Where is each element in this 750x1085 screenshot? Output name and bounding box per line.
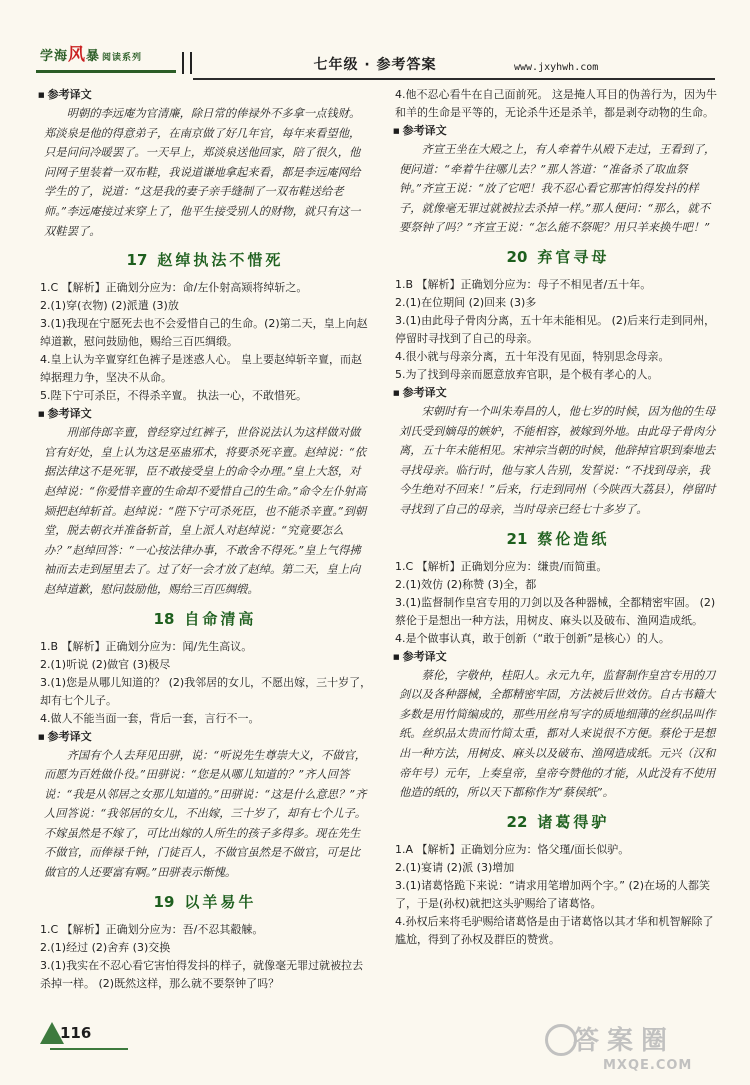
answer-item: 3.(1)监督制作皇宫专用的刀剑以及各种器械，全都精密牢固。 (2)蔡伦于是想出一种方法，用树皮、麻头以及破布、渔网造成纸。 xyxy=(395,595,716,627)
answer-item: 3.(1)诸葛恪跪下来说：“请求用笔增加两个字。” (2)在场的人都笑了，于是(孙权)就把这头驴赐给了诸葛恪。 xyxy=(395,878,711,910)
translation-text: 刑部侍郎辛亶，曾经穿过红裤子，世俗说法认为这样做对做官有好处，皇上认为这是巫蛊邪术，将要杀死辛亶。赵绰说：“依据法律这不是死罪，臣不敢接受皇上的命令办理。”皇上大怒，对赵绰说：“你爱惜辛亶的生命却不爱惜自己的生命。”命令左仆射高颎把赵绰斩首。赵绰说：“陛下宁可杀死臣，也不能杀辛亶。”到朝堂，脱去朝衣并准备斩首，皇上派人对赵绰说：“究竟要怎么办？”赵绰回答：“一心按法律办事，不敢舍不得死。”皇上气得拂袖而去走到屋里去了。过了好一会才放了赵绰。第二天，皇上向赵绰道歉，慰问鼓励他，赐给三百匹绸缎。 xyxy=(44,426,367,596)
answer-item: 5.为了找到母亲而愿意放弃官职，是个极有孝心的人。 xyxy=(395,367,659,381)
page-number: 116 xyxy=(40,1018,120,1058)
left-column xyxy=(38,86,372,993)
answer-item: 1.B 【解析】正确划分应为：母子不相见者/五十年。 xyxy=(395,277,652,291)
section-18-title: 18 自命清高 xyxy=(153,609,257,628)
reference-heading: ■ 参考译文 xyxy=(38,86,372,104)
section-19-title: 19 以羊易牛 xyxy=(153,892,257,911)
answer-item: 1.C 【解析】正确划分应为：命/左仆射高颎将绰斩之。 xyxy=(40,281,308,295)
website-url: www.jxyhwh.com xyxy=(514,62,599,73)
answer-item: 3.(1)由此母子骨肉分离，五十年未能相见。 (2)后来行走到同州，停留时寻找到了自己的母亲。 xyxy=(395,313,716,345)
answer-item: 5.陛下宁可杀臣，不得杀辛亶。 执法一心，不敢惜死。 xyxy=(40,389,307,403)
translation-text: 明朝的李远庵为官清廉，除日常的俸禄外不多拿一点钱财。郑淡泉是他的得意弟子，在南京做了好几年官，每年来看望他，只是问问冷暖罢了。一天早上，郑淡泉送他回家，陪了很久，他问网子里装着一双布鞋，我说道谦地拿起来看，都是李远庵网给学生的了，说道：“这是我的妻子亲手缝制了一双布鞋送给老师。”李远庵接过来穿上了，他平生接受别人的财物，就只有这一双鞋罢了。 xyxy=(44,107,361,238)
answer-item: 3.(1)我实在不忍心看它害怕得发抖的样子，就像毫无罪过就被拉去杀掉一样。 (2)既然这样，那么就不要祭钟了吗？ xyxy=(40,958,364,990)
section-17-title: 17 赵绰执法不惜死 xyxy=(126,251,284,270)
answer-item: 2.(1)听说 (2)做官 (3)极尽 xyxy=(40,657,171,671)
answer-item: 4.是个做事认真，敢于创新（“敢于创新”是核心）的人。 xyxy=(395,631,670,645)
answer-item: 4.他不忍心看牛在自己面前死。 这是掩人耳目的伪善行为，因为牛和羊的生命是平等的，无论杀牛还是杀羊，都是剥夺动物的生命。 xyxy=(395,88,717,119)
section-22-title: 22 诸葛得驴 xyxy=(506,812,610,831)
translation-text: 蔡伦，字敬仲，桂阳人。永元九年，监督制作皇宫专用的刀剑以及各种器械，全都精密牢固，方法被后世效仿。自古书籍大多数是用竹简编成的，那些用丝帛写字的质地细薄的丝织品叫作纸。丝织品太贵而竹简太重，都对人来说很不方便。蔡伦于是想出一种方法，用树皮、麻头以及破布、渔网造成纸。元兴（汉和帝年号）元年，上奏皇帝，皇帝夸赞他的才能，从此没有不使用他造的纸的，所以天下都称作为“蔡侯纸”。 xyxy=(399,668,716,800)
header-rule xyxy=(193,78,715,80)
reference-heading: ■ 参考译文 xyxy=(393,648,723,666)
series-brand: 学海风暴 阅读系列 xyxy=(40,45,143,65)
reference-heading: ■ 参考译文 xyxy=(38,405,372,423)
wave-decoration xyxy=(50,1048,128,1050)
answer-item: 1.C 【解析】正确划分应为：缣贵/而简重。 xyxy=(395,559,608,573)
watermark: 答案圈 MXQE.COM xyxy=(545,1020,735,1080)
answer-item: 2.(1)宴请 (2)派 (3)增加 xyxy=(395,860,515,874)
translation-text: 齐国有个人去拜见田骈，说：“听说先生尊崇大义，不做官，而愿为百姓做仆役。”田骈说：“您是从哪儿知道的？”齐人回答说：“我是从邻居之女那儿知道的。”田骈说：“这是什么意思？”齐人回答说：“我邻居的女儿，不出嫁，三十岁了，却有七个儿子。不嫁虽然是不嫁了，可比出嫁的人所生的孩子多得多。现在先生不做官，而俸禄千钟，门徒百人，不做官虽然是不做官，可是比做官的人还要富有啊。”田骈表示惭愧。 xyxy=(44,748,367,880)
answer-item: 4.做人不能当面一套，背后一套，言行不一。 xyxy=(40,711,260,725)
answer-item: 4.皇上认为辛亶穿红色裤子是迷惑人心。 皇上要赵绰斩辛亶，而赵绰据理力争，坚决不从命。 xyxy=(40,353,362,385)
answer-item: 1.A 【解析】正确划分应为：恪父瑾/面长似驴。 xyxy=(395,842,630,856)
answer-item: 4.很小就与母亲分离，五十年没有见面，特别思念母亲。 xyxy=(395,349,670,363)
answer-item: 2.(1)在位期间 (2)回来 (3)多 xyxy=(395,295,537,309)
translation-text: 宋朝时有一个叫朱寿昌的人，他七岁的时候，因为他的生母刘氏受到嫡母的嫉妒，不能相容，被嫁到外地。由此母子骨肉分离，五十年未能相见。宋神宗当朝的时候，他辞掉官职到秦地去寻找母亲。临行时，他与家人告别，发誓说：“不找到母亲，我今生绝对不回来！”后来，行走到同州（今陕西大荔县），停留时寻找到了自己的母亲，当时母亲已经七十多岁了。 xyxy=(399,404,716,516)
right-column xyxy=(393,86,723,949)
section-20-title: 20 弃官寻母 xyxy=(506,247,610,266)
reference-heading: ■ 参考译文 xyxy=(38,728,372,746)
answer-item: 3.(1)我现在宁愿死去也不会爱惜自己的生命。(2)第二天，皇上向赵绰道歉，慰问鼓励他，赐给三百匹绸缎。 xyxy=(40,317,368,349)
reference-heading: ■ 参考译文 xyxy=(393,384,723,402)
page-title: 七年级 · 参考答案 xyxy=(313,57,437,73)
answer-item: 3.(1)您是从哪儿知道的？ (2)我邻居的女儿，不愿出嫁，三十岁了，却有七个儿子。 xyxy=(40,675,372,707)
translation-text: 齐宣王坐在大殿之上，有人牵着牛从殿下走过，王看到了，便问道：“牵着牛往哪儿去？”那人答道：“准备杀了取血祭钟。”齐宣王说：“放了它吧！我不忍心看它那害怕得发抖的样子，就像毫无罪过就被拉去杀掉一样。”那人便问：“那么，就不要祭钟了吗？”齐宣王说：“怎么能不祭呢？用只羊来换牛吧！” xyxy=(399,143,716,235)
answer-item: 2.(1)穿(衣物) (2)派遣 (3)放 xyxy=(40,299,179,313)
answer-item: 2.(1)效仿 (2)称赞 (3)全，都 xyxy=(395,577,537,591)
section-21-title: 21 蔡伦造纸 xyxy=(506,529,610,548)
answer-item: 2.(1)经过 (2)舍弃 (3)交换 xyxy=(40,940,171,954)
reference-heading: ■ 参考译文 xyxy=(393,122,723,140)
page-header xyxy=(0,0,750,78)
answer-item: 1.C 【解析】正确划分应为：吾/不忍其觳觫。 xyxy=(40,922,264,936)
answer-item: 4.孙权后来将毛驴赐给诸葛恪是由于诸葛恪以其才华和机智解除了尴尬，得到了孙权及群臣的赞赏。 xyxy=(395,914,714,946)
answer-item: 1.B 【解析】正确划分应为：闻/先生高议。 xyxy=(40,639,253,653)
